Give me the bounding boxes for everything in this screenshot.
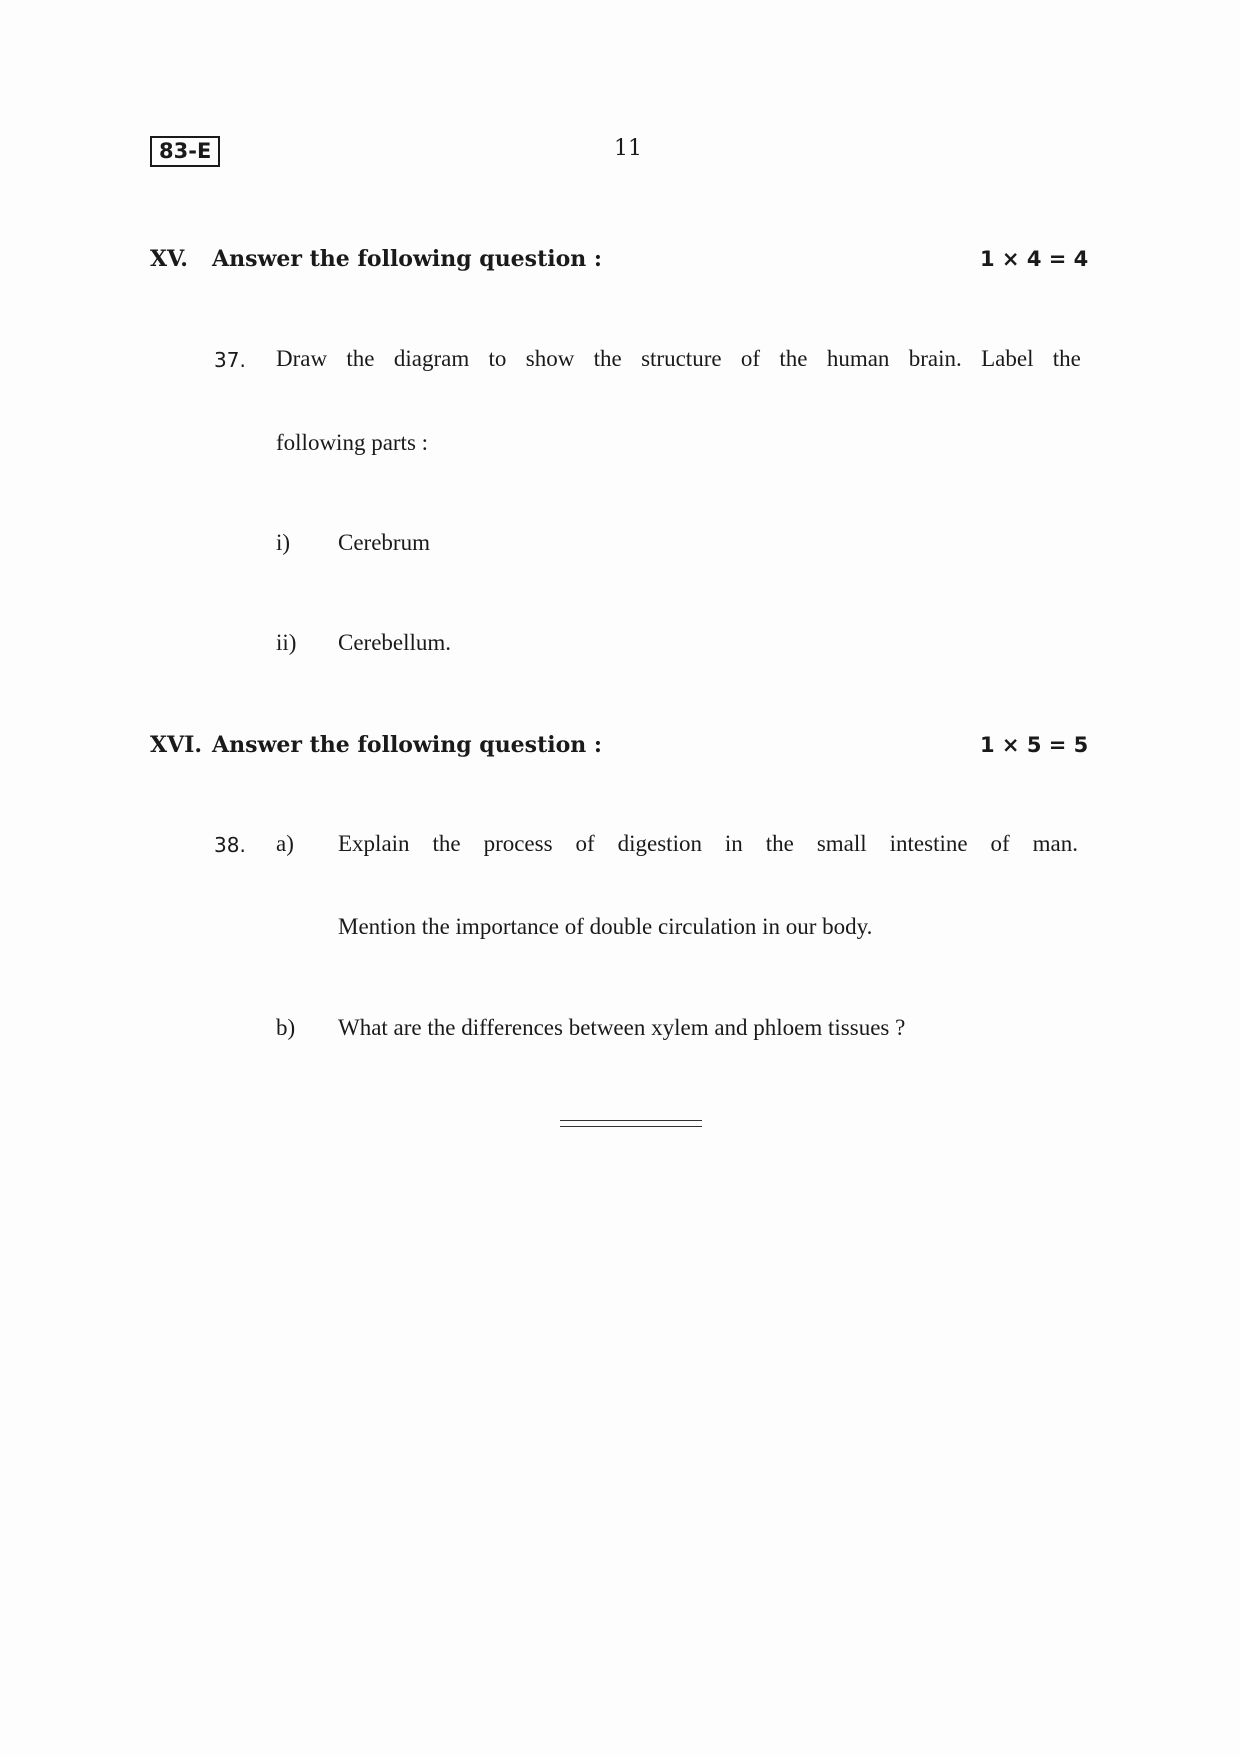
word: brain.	[908, 346, 962, 371]
end-of-paper-rule	[560, 1120, 702, 1127]
question-37-line1	[276, 346, 1081, 372]
word: Explain	[338, 831, 410, 856]
word: of	[740, 346, 761, 371]
item-ii-label: ii)	[276, 630, 297, 655]
word: the	[593, 346, 622, 371]
word: digestion	[617, 831, 702, 856]
paper-code-box: 83-E	[150, 136, 220, 167]
word: of	[990, 831, 1010, 856]
word: Draw	[276, 346, 328, 371]
word: the	[1052, 346, 1081, 371]
part-b-label: b)	[276, 1015, 296, 1040]
word: small	[816, 831, 867, 856]
word: the	[346, 346, 375, 371]
item-i-label: i)	[276, 530, 291, 555]
question-38-number: 38.	[214, 833, 246, 857]
item-i-text: Cerebrum	[338, 530, 430, 555]
section-xv-marks: 1 × 4 = 4	[980, 247, 1089, 271]
word: the	[779, 346, 808, 371]
part-b-text: What are the differences between xylem and phloem tissues ?	[338, 1015, 906, 1040]
part-a-line2: Mention the importance of double circulation in our body.	[338, 914, 873, 939]
section-xvi-marks: 1 × 5 = 5	[980, 733, 1089, 757]
word: of	[575, 831, 595, 856]
part-a-line1	[338, 831, 1078, 857]
word: show	[525, 346, 575, 371]
question-37-line2: following parts :	[276, 430, 429, 455]
word: to	[488, 346, 507, 371]
section-xvi-number: XVI.	[150, 732, 203, 758]
word: man.	[1032, 831, 1078, 856]
word: diagram	[393, 346, 470, 371]
word: the	[432, 831, 461, 856]
part-a-label: a)	[276, 831, 294, 856]
section-xv-title: Answer the following question :	[212, 246, 603, 272]
page-number: 11	[614, 136, 642, 161]
word: the	[765, 831, 794, 856]
section-xvi-title: Answer the following question :	[212, 732, 603, 758]
word: human	[826, 346, 890, 371]
question-37-number: 37.	[214, 348, 246, 372]
word: structure	[641, 346, 722, 371]
section-xv-number: XV.	[150, 246, 188, 272]
item-ii-text: Cerebellum.	[338, 630, 452, 655]
word: in	[724, 831, 743, 856]
word: Label	[981, 346, 1034, 371]
word: process	[483, 831, 553, 856]
word: intestine	[889, 831, 968, 856]
